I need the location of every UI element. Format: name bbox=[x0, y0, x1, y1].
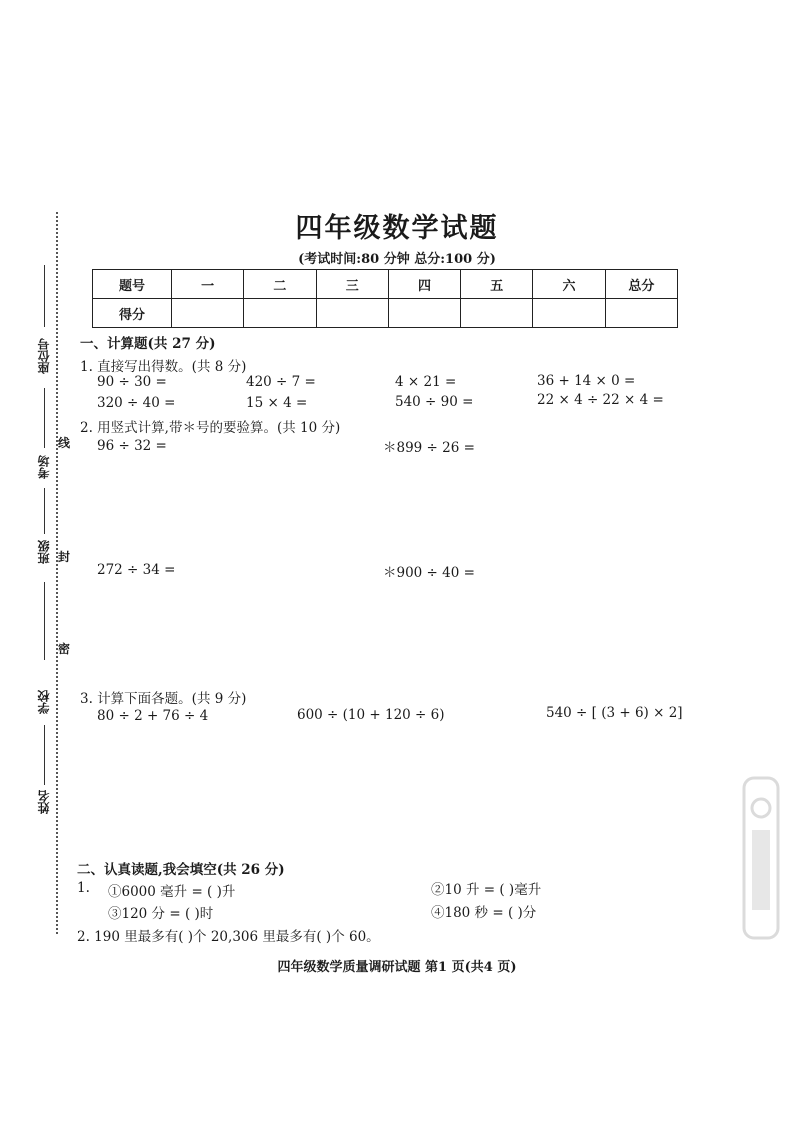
score-cell bbox=[388, 299, 460, 328]
q3-item: 540 ÷ [ (3 + 6) × 2] bbox=[546, 705, 683, 721]
s2-q1-item: ②10 升 = ( )毫升 bbox=[431, 882, 542, 898]
room-blank-line bbox=[44, 388, 45, 448]
q1-label: 1. 直接写出得数。(共 8 分) bbox=[80, 359, 247, 375]
q2-item: 272 ÷ 34 = bbox=[97, 562, 176, 578]
s2-q1-item: ④180 秒 = ( )分 bbox=[431, 905, 537, 921]
exam-subtitle: (考试时间:80 分钟 总分:100 分) bbox=[298, 252, 496, 267]
q1-item: 420 ÷ 7 = bbox=[246, 374, 316, 390]
name-label: 姓名 bbox=[37, 790, 51, 814]
q2-item: 96 ÷ 32 = bbox=[97, 438, 167, 454]
score-row-label: 得分 bbox=[93, 299, 172, 328]
school-label: 学校 bbox=[37, 690, 51, 714]
score-header-cell: 六 bbox=[533, 270, 605, 299]
score-cell bbox=[316, 299, 388, 328]
seat-blank-line bbox=[44, 265, 45, 327]
score-cell bbox=[605, 299, 677, 328]
page-footer: 四年级数学质量调研试题 第1 页(共4 页) bbox=[277, 960, 517, 975]
q1-item: 90 ÷ 30 = bbox=[97, 374, 167, 390]
exam-title: 四年级数学试题 bbox=[295, 213, 499, 244]
score-cell bbox=[244, 299, 316, 328]
exam-room-label: 考场 bbox=[37, 455, 51, 479]
s2-q1-item: ①6000 毫升 = ( )升 bbox=[108, 884, 236, 900]
score-header-cell: 题号 bbox=[93, 270, 172, 299]
s2-q1-item: ③120 分 = ( )时 bbox=[108, 906, 214, 922]
s2-q2: 2. 190 里最多有( )个 20,306 里最多有( )个 60。 bbox=[77, 929, 380, 945]
q2-item: ＊900 ÷ 40 = bbox=[383, 565, 475, 581]
s2-q1-number: 1. bbox=[77, 880, 90, 896]
score-header-cell: 一 bbox=[172, 270, 244, 299]
q2-item: ＊899 ÷ 26 = bbox=[383, 440, 475, 456]
q3-item: 80 ÷ 2 + 76 ÷ 4 bbox=[97, 708, 209, 724]
seal-mark-seal: 封 bbox=[58, 550, 71, 564]
score-header-cell: 三 bbox=[316, 270, 388, 299]
score-header-cell: 五 bbox=[461, 270, 533, 299]
q3-label: 3. 计算下面各题。(共 9 分) bbox=[80, 691, 247, 707]
name-blank-line bbox=[44, 725, 45, 785]
score-header-cell: 四 bbox=[388, 270, 460, 299]
binding-dotted-line bbox=[56, 212, 58, 934]
q1-item: 15 × 4 = bbox=[246, 395, 308, 411]
q3-item: 600 ÷ (10 + 120 ÷ 6) bbox=[297, 707, 445, 723]
q1-item: 4 × 21 = bbox=[395, 374, 457, 390]
class-blank-line bbox=[44, 488, 45, 534]
section1-heading: 一、计算题(共 27 分) bbox=[80, 336, 216, 352]
score-table-score-row bbox=[93, 299, 678, 328]
score-cell bbox=[461, 299, 533, 328]
school-blank-line bbox=[44, 582, 45, 660]
score-table-header-row bbox=[93, 270, 678, 299]
class-label: 班级 bbox=[37, 540, 51, 564]
q2-label: 2. 用竖式计算,带＊号的要验算。(共 10 分) bbox=[80, 420, 341, 436]
score-header-cell: 总分 bbox=[605, 270, 677, 299]
q1-item: 36 + 14 × 0 = bbox=[537, 373, 636, 389]
seal-mark-line: 线 bbox=[58, 436, 71, 450]
q1-item: 22 × 4 ÷ 22 × 4 = bbox=[537, 392, 664, 408]
score-header-cell: 二 bbox=[244, 270, 316, 299]
seal-mark-secret: 密 bbox=[58, 642, 71, 656]
score-cell bbox=[533, 299, 605, 328]
q1-item: 540 ÷ 90 = bbox=[395, 394, 474, 410]
seat-number-label: 座位号 bbox=[37, 338, 51, 374]
q1-item: 320 ÷ 40 = bbox=[97, 395, 176, 411]
score-table bbox=[92, 269, 678, 328]
watermark-stamp bbox=[736, 768, 786, 948]
score-cell bbox=[172, 299, 244, 328]
section2-heading: 二、认真读题,我会填空(共 26 分) bbox=[77, 862, 285, 878]
